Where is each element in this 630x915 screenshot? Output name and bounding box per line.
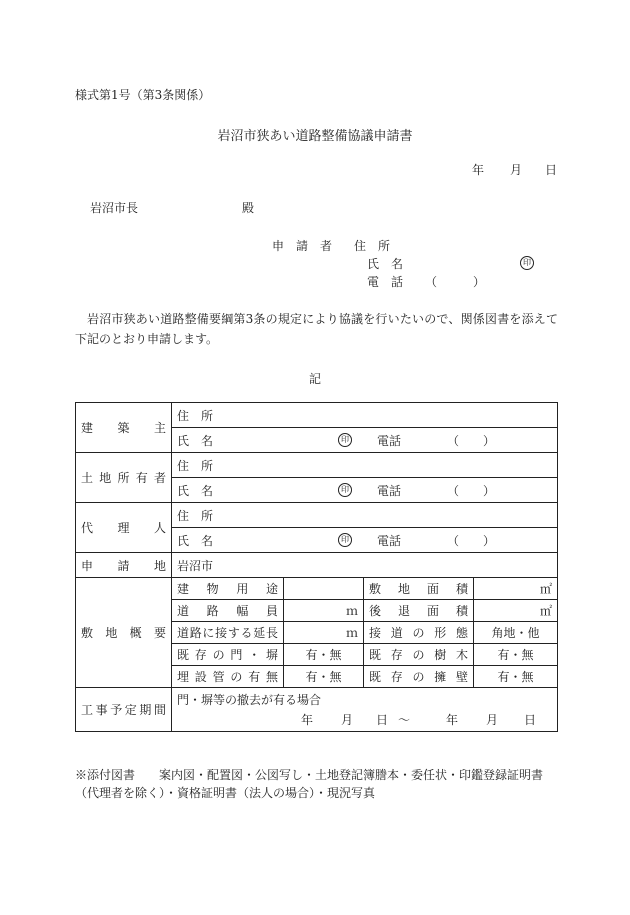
overview-item-label: 道路幅員 <box>172 600 284 622</box>
date-year-label: 年 <box>472 163 485 177</box>
overview-item-label: 接道の形態 <box>364 622 474 644</box>
honorific: 殿 <box>242 201 255 215</box>
applicant-phone-parens: （ ） <box>425 275 486 289</box>
site-row <box>76 553 558 578</box>
form-number: 様式第1号（第3条関係） <box>75 88 211 102</box>
applicant-address-label: 住 所 <box>354 239 391 253</box>
attachments-note: ※添付図書 案内図・配置図・公図写し・土地登記簿謄本・委任状・印鑑登録証明書（代理者を除く）・資格証明書（法人の場合）・現況写真 <box>75 768 544 800</box>
agent-address-row <box>76 503 558 528</box>
schedule-row <box>76 688 558 732</box>
landowner-address-row <box>76 453 558 478</box>
overview-item-label: 建物用途 <box>172 578 284 600</box>
owner-address-row <box>76 403 558 428</box>
address-cell: 住 所 <box>172 453 558 478</box>
body-paragraph: 岩沼市狭あい道路整備要綱第3条の規定により協議を行いたいので、関係図書を添えて下記のとおり申請します。 <box>75 312 558 346</box>
overview-item-value: ｍ <box>284 622 364 644</box>
address-cell: 住 所 <box>172 403 558 428</box>
name-cell: 氏 名 印 電話 （ ） <box>172 428 558 453</box>
site-label: 申請地 <box>76 553 172 578</box>
overview-item-label: 敷地面積 <box>364 578 474 600</box>
overview-item-label: 既存の樹木 <box>364 644 474 666</box>
address-cell: 住 所 <box>172 503 558 528</box>
overview-item-label: 道路に接する延長 <box>172 622 284 644</box>
seal-icon: 印 <box>338 483 352 497</box>
party-label: 建築主 <box>76 403 172 453</box>
overview-item-label: 既存の門・塀 <box>172 644 284 666</box>
addressee: 岩沼市長 <box>90 201 139 215</box>
date-month-label: 月 <box>510 163 523 177</box>
overview-item-value: ㎡ <box>474 578 558 600</box>
seal-icon: 印 <box>338 533 352 547</box>
overview-item-label: 既存の擁壁 <box>364 666 474 688</box>
schedule-dates: 年 月 日 ～ 年 月 日 <box>301 713 537 727</box>
ki-label: 記 <box>308 372 321 386</box>
overview-item-value: 有・無 <box>474 666 558 688</box>
schedule-label: 工事予定期間 <box>76 688 172 732</box>
party-label: 土地所有者 <box>76 453 172 503</box>
overview-item-value: 角地・他 <box>474 622 558 644</box>
site-value: 岩沼市 <box>172 553 558 578</box>
overview-item-value: 有・無 <box>284 666 364 688</box>
date-day-label: 日 <box>545 163 558 177</box>
applicant-label: 申 請 者 <box>272 239 333 253</box>
applicant-phone-label: 電 話 <box>367 275 404 289</box>
party-label: 代理人 <box>76 503 172 553</box>
applicant-seal <box>520 255 534 270</box>
overview-row <box>76 578 558 600</box>
document-title: 岩沼市狭あい道路整備協議申請書 <box>217 129 413 144</box>
overview-item-value: ㎡ <box>474 600 558 622</box>
overview-label: 敷地概要 <box>76 578 172 688</box>
name-cell: 氏 名 印 電話 （ ） <box>172 528 558 553</box>
overview-item-value: 有・無 <box>474 644 558 666</box>
overview-item-value <box>284 578 364 600</box>
overview-item-value: 有・無 <box>284 644 364 666</box>
overview-item-label: 後退面積 <box>364 600 474 622</box>
schedule-note: 門・塀等の撤去が有る場合 <box>177 693 322 707</box>
seal-icon: 印 <box>520 256 534 270</box>
seal-icon: 印 <box>338 433 352 447</box>
overview-item-label: 埋設管の有無 <box>172 666 284 688</box>
schedule-cell <box>172 688 558 732</box>
application-table <box>75 402 558 732</box>
name-cell: 氏 名 印 電話 （ ） <box>172 478 558 503</box>
overview-item-value: ｍ <box>284 600 364 622</box>
applicant-name-label: 氏 名 <box>367 257 404 271</box>
